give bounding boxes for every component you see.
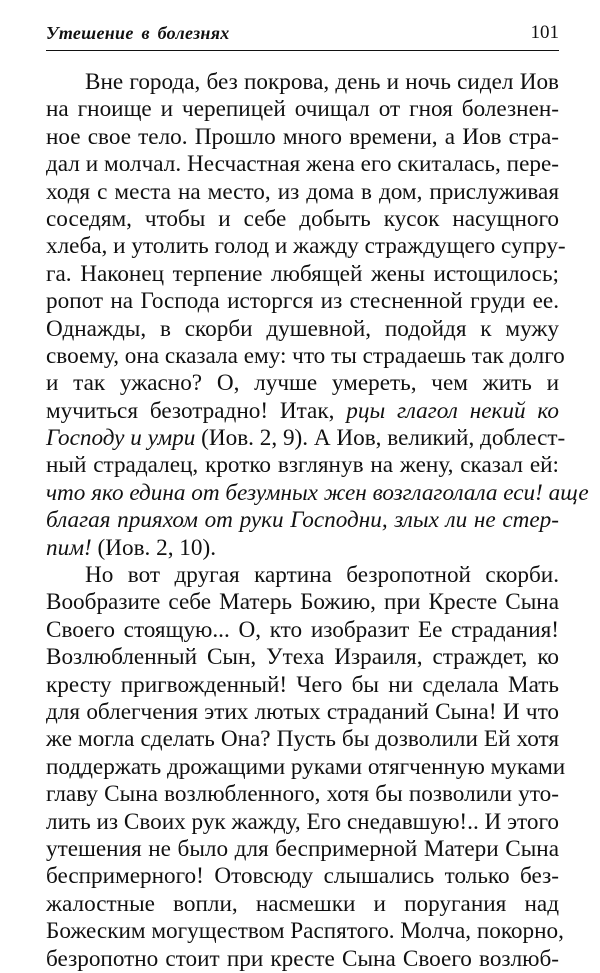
text-segment: (Иов. 2, 10). — [91, 534, 217, 561]
text-segment: и так ужасно? О, лучше умереть, чем жить и — [46, 370, 559, 397]
text-line — [46, 96, 559, 123]
text-segment: соседям, чтобы и себе добыть кусок насущного — [46, 205, 559, 232]
text-segment: ходя с места на место, из дома в дом, прислуживая — [46, 178, 559, 205]
text-segment: же могла сделать Она? Пусть бы дозволили Ей хотя — [46, 726, 559, 753]
text-line — [46, 261, 559, 288]
text-segment: Возлюбленный Сын, Утеха Израиля, страждет, ко — [46, 644, 559, 671]
text-line — [46, 452, 559, 479]
text-line — [46, 398, 559, 425]
text-segment: поддержать дрожащими руками отягченную муками — [46, 753, 566, 780]
italic-quote: пим! — [46, 534, 92, 561]
text-segment: мучиться безотрадно! Итак, — [46, 397, 347, 424]
text-line — [46, 342, 565, 370]
text-segment: дал и молчал. Несчастная жена его скиталась, пере- — [46, 151, 559, 178]
text-line — [46, 151, 559, 178]
text-line — [46, 918, 564, 945]
italic-quote: рцы глагол некий ко — [346, 397, 559, 424]
text-segment: хлеба, и утолить голод и жажду страждущего супру- — [46, 233, 566, 260]
text-segment: ное свое тело. Прошло много времени, а Иов стра- — [46, 123, 559, 150]
text-line — [46, 863, 559, 890]
running-title: Утешение в болезнях — [46, 23, 230, 43]
text-segment: безропотно стоит при кресте Сына Своего возлюб- — [46, 945, 559, 972]
text-line — [46, 699, 559, 726]
text-line — [46, 370, 559, 397]
text-segment: лить из Своих рук жажду, Его снедавшую!.. И этого — [46, 808, 559, 835]
text-line — [46, 946, 559, 973]
text-segment: Но вот другая картина безропотной скорби. — [85, 562, 559, 589]
text-segment: Вообразите себе Матерь Божию, при Кресте Сына — [46, 589, 559, 616]
text-segment: ный страдалец, кротко взглянув на жену, сказал ей: — [46, 452, 559, 479]
text-line — [46, 69, 559, 96]
text-line — [46, 425, 566, 452]
text-line — [46, 206, 559, 233]
text-segment: Своего стоящую... О, кто изобразит Ее страдания! — [46, 616, 559, 643]
text-line — [46, 672, 559, 699]
running-header — [46, 20, 559, 51]
text-line — [46, 644, 559, 671]
text-segment: беспримерного! Отовсюду слышались только без- — [46, 863, 559, 890]
text-segment: Однажды, в скорби душевной, подойдя к мужу — [46, 315, 559, 342]
text-line — [46, 507, 559, 534]
italic-quote: благая прияхом от руки Господни, злых ли не стер- — [46, 507, 559, 534]
text-line — [46, 316, 559, 343]
page-number: 101 — [530, 22, 559, 43]
italic-quote: что яко едина от безумных жен возглаголала еси! аще — [46, 479, 589, 506]
body-text — [46, 69, 589, 973]
text-line — [46, 781, 559, 808]
text-line — [46, 891, 559, 918]
text-line — [46, 233, 566, 260]
text-line — [46, 562, 559, 589]
text-segment: своему, она сказала ему: что ты страдаешь так долго — [46, 342, 565, 369]
text-line — [46, 753, 566, 781]
text-line — [46, 535, 559, 562]
text-segment: Божеским могуществом Распятого. Молча, покорно, — [46, 918, 564, 945]
italic-quote: Господу и умри — [46, 425, 196, 452]
text-segment: ропот на Господа исторгся из стесненной груди ее. — [46, 288, 559, 315]
text-line — [46, 617, 559, 644]
text-line — [46, 589, 559, 616]
text-line — [46, 124, 559, 151]
text-segment: жалостные вопли, насмешки и поругания над — [46, 890, 559, 917]
text-line — [46, 809, 559, 836]
text-line — [46, 179, 559, 206]
text-segment: Вне города, без покрова, день и ночь сидел Иов — [85, 69, 559, 95]
text-line — [46, 479, 589, 507]
text-segment: на гноище и черепицей очищал от гноя болезнен- — [46, 96, 559, 123]
text-line — [46, 726, 559, 753]
text-line — [46, 836, 559, 863]
text-segment: кресту пригвожденный! Чего бы ни сделала Мать — [46, 671, 559, 698]
text-segment: (Иов. 2, 9). А Иов, великий, доблест- — [195, 425, 566, 452]
text-segment: га. Наконец терпение любящей жены истощилось; — [46, 260, 559, 287]
text-segment: главу Сына возлюбленного, хотя бы позволили уто- — [46, 781, 559, 808]
text-segment: для облегчения этих лютых страданий Сына! И что — [46, 698, 559, 725]
text-line — [46, 288, 559, 315]
text-segment: утешения не было для беспримерной Матери Сына — [46, 835, 559, 862]
